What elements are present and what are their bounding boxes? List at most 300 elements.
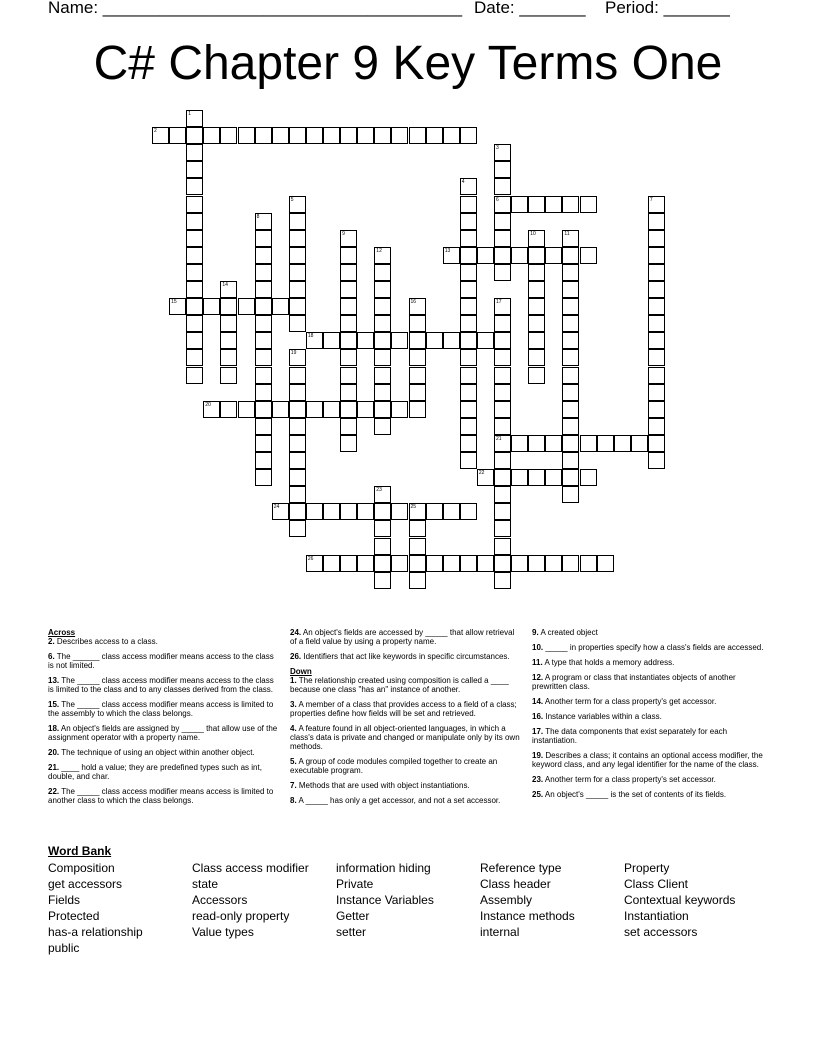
grid-cell[interactable] [460,401,477,418]
grid-cell[interactable] [494,503,511,520]
grid-cell[interactable] [426,332,443,349]
grid-cell[interactable] [391,555,408,572]
grid-cell[interactable] [580,555,597,572]
word-bank-column [336,860,434,940]
grid-cell[interactable] [391,127,408,144]
grid-cell[interactable] [494,520,511,537]
grid-cell[interactable] [562,469,579,486]
clue-text: _____ in properties specify how a class's fields are accessed. [543,643,764,652]
word-bank-column [48,860,143,956]
grid-cell[interactable] [255,332,272,349]
grid-cell[interactable] [220,332,237,349]
grid-cell[interactable] [494,247,511,264]
grid-cell[interactable] [460,503,477,520]
grid-cell[interactable] [340,247,357,264]
grid-cell[interactable] [340,435,357,452]
clue-text: A created object [538,628,598,637]
grid-cell[interactable] [374,127,391,144]
grid-cell[interactable] [528,349,545,366]
period-field[interactable]: Period: _______ [605,0,730,17]
grid-cell[interactable] [494,538,511,555]
grid-cell[interactable] [460,418,477,435]
grid-cell[interactable] [477,555,494,572]
word-bank-item: Property [624,861,670,875]
grid-cell[interactable] [562,435,579,452]
grid-cell[interactable] [186,161,203,178]
grid-cell[interactable] [289,503,306,520]
word-bank-item: Class Client [624,877,689,891]
grid-cell[interactable] [648,213,665,230]
grid-cell[interactable] [220,127,237,144]
grid-cell[interactable] [391,332,408,349]
grid-cell[interactable] [409,401,426,418]
clue-item [48,676,280,694]
name-field[interactable]: Name: ______________________________________ [48,0,463,17]
grid-cell[interactable] [289,469,306,486]
clue-number: 12 [376,247,382,254]
grid-cell[interactable] [323,127,340,144]
grid-cell[interactable] [494,572,511,589]
grid-cell[interactable] [255,298,272,315]
clue-number: 5 [290,196,294,203]
clue-num: 9. [532,628,539,637]
grid-cell[interactable] [648,247,665,264]
clue-item [532,673,764,691]
grid-cell[interactable] [443,332,460,349]
grid-cell[interactable] [289,384,306,401]
clue-item [532,697,764,706]
grid-cell[interactable] [289,264,306,281]
grid-cell[interactable] [648,384,665,401]
grid-cell[interactable] [374,555,391,572]
grid-cell[interactable] [562,298,579,315]
grid-cell[interactable] [220,349,237,366]
grid-cell[interactable] [409,572,426,589]
grid-cell[interactable] [460,127,477,144]
grid-cell[interactable] [374,281,391,298]
grid-cell[interactable] [255,281,272,298]
grid-cell[interactable] [562,486,579,503]
grid-cell[interactable] [562,452,579,469]
grid-cell[interactable] [494,452,511,469]
grid-cell[interactable] [494,349,511,366]
grid-cell[interactable] [443,503,460,520]
grid-cell[interactable] [562,367,579,384]
grid-cell[interactable] [340,503,357,520]
grid-cell[interactable] [443,127,460,144]
clue-text: Methods that are used with object instantiations. [296,781,470,790]
grid-cell[interactable] [460,196,477,213]
grid-cell[interactable] [409,349,426,366]
clue-item [48,787,280,805]
grid-cell[interactable] [186,298,203,315]
grid-cell[interactable] [357,127,374,144]
grid-cell[interactable] [528,555,545,572]
grid-cell[interactable] [306,503,323,520]
word-bank-item: Instance Variables [336,893,434,907]
grid-cell[interactable] [511,469,528,486]
grid-cell[interactable] [494,332,511,349]
grid-cell[interactable] [460,230,477,247]
grid-cell[interactable] [186,349,203,366]
grid-cell[interactable] [255,469,272,486]
grid-cell[interactable] [580,196,597,213]
grid-cell[interactable] [255,315,272,332]
grid-cell[interactable] [528,367,545,384]
grid-cell[interactable] [460,555,477,572]
grid-cell[interactable] [340,418,357,435]
grid-cell[interactable] [220,367,237,384]
grid-cell[interactable] [409,127,426,144]
clue-num: 5. [290,757,297,766]
grid-cell[interactable] [648,264,665,281]
grid-cell[interactable] [186,264,203,281]
grid-cell[interactable] [426,503,443,520]
grid-cell[interactable] [648,298,665,315]
grid-cell[interactable] [545,469,562,486]
grid-cell[interactable] [203,298,220,315]
grid-cell[interactable] [272,127,289,144]
grid-cell[interactable] [374,332,391,349]
clue-text: The _____ class access modifier means access is limited to another class to which the class belongs. [48,787,274,805]
grid-cell[interactable] [203,127,220,144]
grid-cell[interactable] [357,332,374,349]
grid-cell[interactable] [409,384,426,401]
grid-cell[interactable] [340,367,357,384]
clue-item [48,763,280,781]
grid-cell[interactable] [562,401,579,418]
grid-cell[interactable] [255,264,272,281]
grid-cell[interactable] [289,486,306,503]
grid-cell[interactable] [340,332,357,349]
grid-cell[interactable] [340,281,357,298]
clue-number: 9 [342,230,345,237]
grid-cell[interactable] [255,127,272,144]
grid-cell[interactable] [477,247,494,264]
grid-cell[interactable] [186,367,203,384]
grid-cell[interactable] [374,298,391,315]
clue-text: Another term for a class property's get accessor. [543,697,717,706]
grid-cell[interactable] [289,127,306,144]
clue-num: 16. [532,712,544,721]
grid-cell[interactable] [648,418,665,435]
grid-cell[interactable] [460,315,477,332]
grid-cell[interactable] [409,367,426,384]
grid-cell[interactable] [289,367,306,384]
grid-cell[interactable] [460,213,477,230]
grid-cell[interactable] [648,281,665,298]
grid-cell[interactable] [460,384,477,401]
grid-cell[interactable] [562,196,579,213]
grid-cell[interactable] [494,384,511,401]
grid-cell[interactable] [460,281,477,298]
grid-cell[interactable] [374,520,391,537]
grid-cell[interactable] [597,555,614,572]
grid-cell[interactable] [289,435,306,452]
clue-number: 26 [307,555,314,562]
grid-cell[interactable] [648,349,665,366]
grid-cell[interactable] [220,401,237,418]
word-bank-item: setter [336,925,367,939]
grid-cell[interactable] [186,247,203,264]
grid-cell[interactable] [580,435,597,452]
grid-cell[interactable] [186,230,203,247]
clue-item [532,751,764,769]
grid-cell[interactable] [306,127,323,144]
grid-cell[interactable] [289,418,306,435]
clue-item [532,643,764,652]
grid-cell[interactable] [255,435,272,452]
grid-cell[interactable] [648,332,665,349]
clue-text: A _____ has only a get accessor, and not a set accessor. [296,796,501,805]
grid-cell[interactable] [186,144,203,161]
grid-cell[interactable] [255,230,272,247]
grid-cell[interactable] [562,349,579,366]
across-heading: Across [48,628,76,637]
grid-cell[interactable] [597,435,614,452]
grid-cell[interactable] [220,315,237,332]
clue-text: An object's fields are accessed by _____ that allow retrieval of a field value by using a property name. [290,628,515,646]
grid-cell[interactable] [545,435,562,452]
grid-cell[interactable] [340,401,357,418]
clue-item [290,724,522,751]
grid-cell[interactable] [391,401,408,418]
grid-cell[interactable] [374,384,391,401]
grid-cell[interactable] [528,281,545,298]
grid-cell[interactable] [340,349,357,366]
clue-text: The _____ class access modifier means access to the class is limited to the class and to any classes derived from the class. [48,676,274,694]
grid-cell[interactable] [494,555,511,572]
grid-cell[interactable] [562,281,579,298]
grid-cell[interactable] [374,538,391,555]
grid-cell[interactable] [255,349,272,366]
grid-cell[interactable] [255,247,272,264]
grid-cell[interactable] [357,503,374,520]
grid-cell[interactable] [511,435,528,452]
clues-column-1 [48,628,280,811]
grid-cell[interactable] [528,264,545,281]
grid-cell[interactable] [460,298,477,315]
clue-num: 12. [532,673,544,682]
grid-cell[interactable] [391,503,408,520]
grid-cell[interactable] [340,298,357,315]
grid-cell[interactable] [562,418,579,435]
grid-cell[interactable] [357,555,374,572]
grid-cell[interactable] [186,332,203,349]
grid-cell[interactable] [186,196,203,213]
grid-cell[interactable] [528,298,545,315]
grid-cell[interactable] [409,520,426,537]
grid-cell[interactable] [562,247,579,264]
clues-column-3 [532,628,764,805]
grid-cell[interactable] [323,503,340,520]
clue-item [48,748,280,757]
grid-cell[interactable] [289,298,306,315]
grid-cell[interactable] [494,315,511,332]
grid-cell[interactable] [494,401,511,418]
grid-cell[interactable] [631,435,648,452]
grid-cell[interactable] [460,452,477,469]
grid-cell[interactable] [528,247,545,264]
word-bank-item: read-only property [192,909,290,923]
clue-text: Instance variables within a class. [543,712,662,721]
grid-cell[interactable] [238,298,255,315]
word-bank-item: Assembly [480,893,533,907]
grid-cell[interactable] [272,298,289,315]
grid-cell[interactable] [186,178,203,195]
grid-cell[interactable] [340,315,357,332]
grid-cell[interactable] [409,555,426,572]
grid-cell[interactable] [169,127,186,144]
grid-cell[interactable] [494,486,511,503]
grid-cell[interactable] [340,384,357,401]
grid-cell[interactable] [511,196,528,213]
clue-number: 2 [154,128,157,135]
grid-cell[interactable] [648,367,665,384]
grid-cell[interactable] [374,418,391,435]
grid-cell[interactable] [545,196,562,213]
word-bank-item: Composition [48,861,115,875]
clue-number: 13 [444,247,451,254]
grid-cell[interactable] [528,469,545,486]
grid-cell[interactable] [614,435,631,452]
grid-cell[interactable] [494,264,511,281]
grid-cell[interactable] [323,332,340,349]
grid-cell[interactable] [460,264,477,281]
grid-cell[interactable] [289,520,306,537]
grid-cell[interactable] [580,469,597,486]
grid-cell[interactable] [186,127,203,144]
grid-cell[interactable] [528,332,545,349]
grid-cell[interactable] [460,435,477,452]
grid-cell[interactable] [648,230,665,247]
grid-cell[interactable] [511,555,528,572]
grid-cell[interactable] [255,384,272,401]
grid-cell[interactable] [494,161,511,178]
clue-num: 3. [290,700,297,709]
grid-cell[interactable] [460,332,477,349]
grid-cell[interactable] [220,298,237,315]
grid-cell[interactable] [289,452,306,469]
clue-number: 23 [376,487,382,494]
grid-cell[interactable] [477,332,494,349]
grid-cell[interactable] [511,247,528,264]
clue-number: 3 [496,145,499,152]
grid-cell[interactable] [580,247,597,264]
grid-cell[interactable] [289,315,306,332]
grid-cell[interactable] [374,315,391,332]
grid-cell[interactable] [648,315,665,332]
grid-cell[interactable] [306,401,323,418]
grid-cell[interactable] [186,315,203,332]
clue-number: 18 [307,333,314,340]
grid-cell[interactable] [289,230,306,247]
word-bank-item: get accessors [48,877,123,891]
grid-cell[interactable] [562,555,579,572]
grid-cell[interactable] [494,230,511,247]
clue-text: The _____ class access modifier means access is limited to the assembly to which the class belongs. [48,700,274,718]
grid-cell[interactable] [443,555,460,572]
grid-cell[interactable] [562,384,579,401]
clue-text: The data components that exist separately for each instantiation. [532,727,728,745]
clue-text: ____ hold a value; they are predefined types such as int, double, and char. [48,763,262,781]
date-field[interactable]: Date: _______ [474,0,586,17]
grid-cell[interactable] [494,213,511,230]
grid-cell[interactable] [323,555,340,572]
grid-cell[interactable] [648,435,665,452]
grid-cell[interactable] [409,315,426,332]
grid-cell[interactable] [289,401,306,418]
clue-number: 6 [496,196,499,203]
grid-cell[interactable] [562,315,579,332]
grid-cell[interactable] [494,367,511,384]
grid-cell[interactable] [255,401,272,418]
clue-number: 17 [496,299,502,306]
word-bank-item: Protected [48,909,100,923]
grid-cell[interactable] [409,538,426,555]
grid-cell[interactable] [460,367,477,384]
grid-cell[interactable] [545,555,562,572]
clues-column-2 [290,628,522,811]
grid-cell[interactable] [648,452,665,469]
clue-text: The ______ class access modifier means access to the class is not limited. [48,652,274,670]
grid-cell[interactable] [528,196,545,213]
grid-cell[interactable] [426,555,443,572]
grid-cell[interactable] [648,401,665,418]
grid-cell[interactable] [374,401,391,418]
grid-cell[interactable] [494,469,511,486]
grid-cell[interactable] [323,401,340,418]
grid-cell[interactable] [494,418,511,435]
grid-cell[interactable] [374,503,391,520]
grid-cell[interactable] [357,401,374,418]
grid-cell[interactable] [340,555,357,572]
grid-cell[interactable] [562,332,579,349]
word-bank-item: Getter [336,909,370,923]
grid-cell[interactable] [340,127,357,144]
grid-cell[interactable] [494,178,511,195]
grid-cell[interactable] [409,332,426,349]
grid-cell[interactable] [374,349,391,366]
grid-cell[interactable] [426,127,443,144]
grid-cell[interactable] [562,264,579,281]
grid-cell[interactable] [528,435,545,452]
grid-cell[interactable] [186,281,203,298]
grid-cell[interactable] [460,247,477,264]
grid-cell[interactable] [272,401,289,418]
grid-cell[interactable] [289,247,306,264]
grid-cell[interactable] [374,264,391,281]
grid-cell[interactable] [255,452,272,469]
grid-cell[interactable] [289,213,306,230]
clue-num: 2. [48,637,55,646]
grid-cell[interactable] [374,367,391,384]
grid-cell[interactable] [186,213,203,230]
grid-cell[interactable] [340,264,357,281]
grid-cell[interactable] [255,367,272,384]
grid-cell[interactable] [255,418,272,435]
grid-cell[interactable] [238,127,255,144]
grid-cell[interactable] [374,572,391,589]
grid-cell[interactable] [238,401,255,418]
grid-cell[interactable] [460,349,477,366]
grid-cell[interactable] [289,281,306,298]
clue-text: A type that holds a memory address. [542,658,675,667]
clue-item [48,700,280,718]
grid-cell[interactable] [545,247,562,264]
clue-number: 1 [188,111,191,117]
grid-cell[interactable] [528,315,545,332]
